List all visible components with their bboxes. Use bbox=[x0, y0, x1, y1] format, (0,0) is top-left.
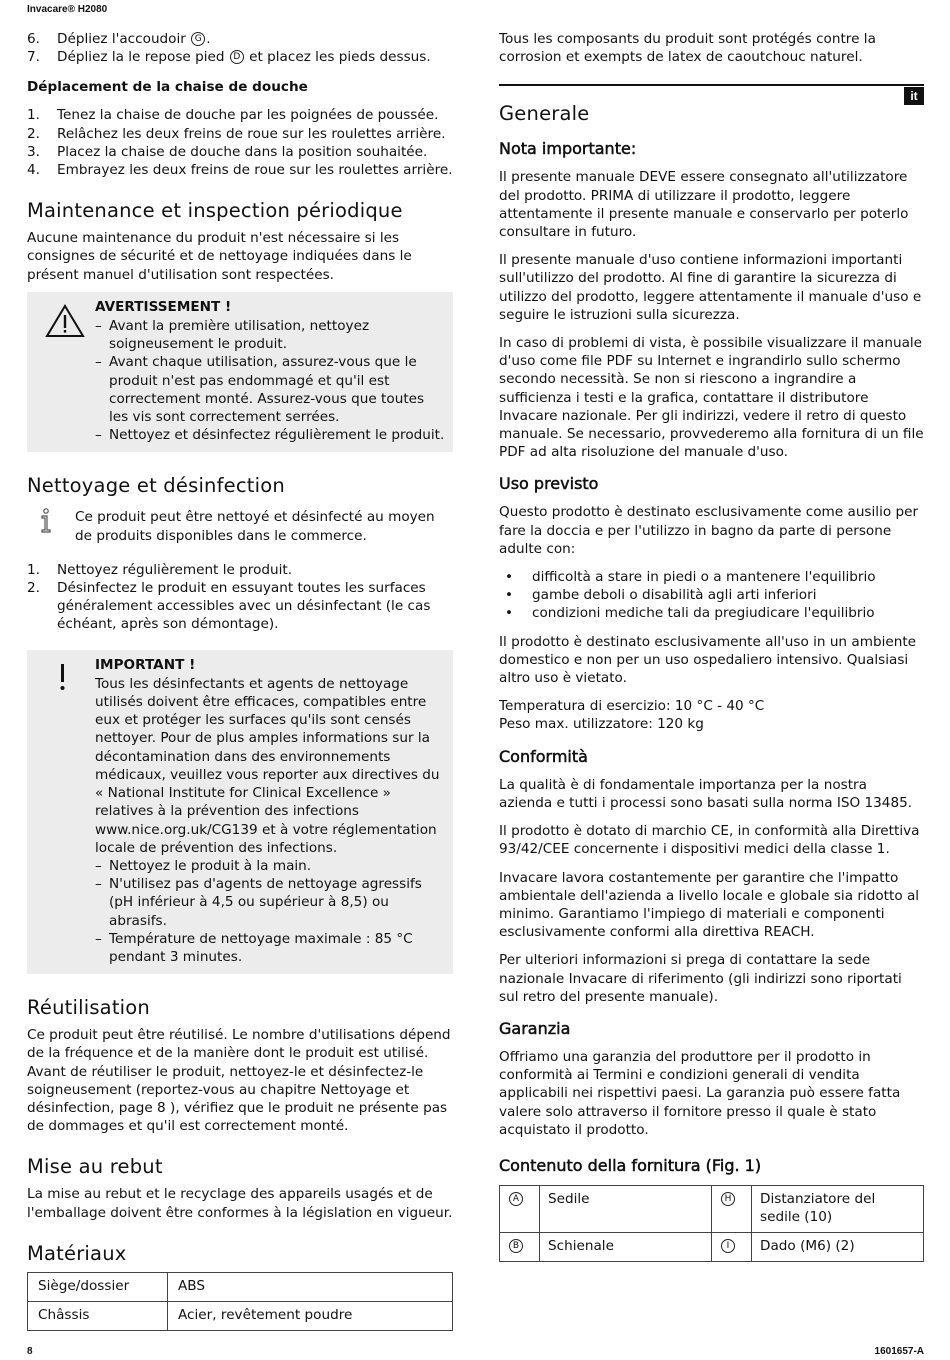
ref-circle: B bbox=[509, 1239, 523, 1253]
step-number: 7. bbox=[27, 49, 40, 66]
use-bullets bbox=[499, 568, 924, 623]
list-item: • difficoltà a stare in piedi o a mantenere l'equilibrio bbox=[505, 569, 876, 586]
conformity-paragraph: Per ulteriori informazioni si prega di contattare la sede nazionale Invacare di riferimento (gli indirizzi sono riportati sul retro del presente manuale). bbox=[499, 952, 902, 1005]
maintenance-text: Aucune maintenance du produit n'est nécessaire si les consignes de sécurité et de nettoyage indiquées dans le présent manuel d'utilisation sont respectées. bbox=[27, 230, 412, 283]
table-row bbox=[28, 1272, 453, 1301]
ref-circle: G bbox=[191, 32, 205, 46]
right-column bbox=[499, 30, 924, 1262]
conformity-paragraph: La qualità è di fondamentale importanza per la nostra azienda e tutti i processi sono basati sulla norma ISO 13485. bbox=[499, 776, 913, 811]
table-cell: Dado (M6) (2) bbox=[752, 1232, 924, 1261]
list-item: 3. Placez la chaise de douche dans la position souhaitée. bbox=[27, 143, 428, 160]
cleaning-steps bbox=[27, 561, 453, 634]
info-note bbox=[27, 508, 453, 544]
table-cell: Sedile bbox=[540, 1185, 712, 1232]
disposal-title: Mise au rebut bbox=[27, 1155, 163, 1179]
list-item: 1. Nettoyez régulièrement le produit. bbox=[27, 561, 293, 578]
exclamation-icon bbox=[35, 656, 95, 966]
list-item bbox=[27, 30, 453, 48]
list-item: 1. Tenez la chaise de douche par les poignées de poussée. bbox=[27, 107, 439, 124]
table-cell bbox=[712, 1185, 752, 1232]
list-item: – Nettoyez le produit à la main. bbox=[95, 857, 312, 874]
cleaning-title: Nettoyage et désinfection bbox=[27, 474, 285, 498]
table-row bbox=[500, 1232, 924, 1261]
document-code: 1601657-A bbox=[874, 1346, 924, 1357]
ref-circle: I bbox=[721, 1239, 735, 1253]
table-cell: Schienale bbox=[540, 1232, 712, 1261]
list-item: 2. Désinfectez le produit en essuyant toutes les surfaces généralement accessibles avec un désinfectant (le cas échéant, après son démontage). bbox=[27, 580, 431, 633]
page-number: 8 bbox=[27, 1346, 33, 1357]
important-title: IMPORTANT ! bbox=[95, 656, 196, 673]
spec-temperature: Temperatura di esercizio: 10 °C - 40 °C bbox=[499, 698, 765, 715]
spec-weight: Peso max. utilizzatore: 120 kg bbox=[499, 716, 704, 733]
table-cell: Acier, revêtement poudre bbox=[168, 1301, 453, 1330]
step-number: 6. bbox=[27, 31, 40, 47]
page-header: Invacare® H2080 bbox=[27, 4, 108, 15]
important-list bbox=[95, 857, 445, 966]
conformity-paragraph: Il prodotto è dotato di marchio CE, in conformità alla Direttiva 93/42/CEE concernente i dispositivi medici della classe 1. bbox=[499, 823, 920, 858]
cleaning-note-text: Ce produit peut être nettoyé et désinfecté au moyen de produits disponibles dans le commerce. bbox=[75, 509, 435, 544]
warning-list bbox=[95, 317, 445, 444]
table-cell: ABS bbox=[168, 1272, 453, 1301]
contents-title: Contenuto della fornitura (Fig. 1) bbox=[499, 1155, 762, 1175]
ref-circle: H bbox=[721, 1192, 735, 1206]
moving-title: Déplacement de la chaise de douche bbox=[27, 79, 308, 96]
general-title: Generale bbox=[499, 102, 590, 126]
section-rule bbox=[499, 84, 924, 86]
moving-steps bbox=[27, 106, 453, 179]
list-item: 2. Relâchez les deux freins de roue sur les roulettes arrière. bbox=[27, 125, 446, 142]
intro-text: Tous les composants du produit sont protégés contre la corrosion et exempts de latex de caoutchouc naturel. bbox=[499, 31, 876, 66]
use-paragraph: Il prodotto è destinato esclusivamente all'uso in un ambiente domestico e non per un uso ospedaliero intensivo. Qualsiasi altro uso è vietato. bbox=[499, 633, 917, 687]
table-cell bbox=[712, 1232, 752, 1261]
maintenance-title: Maintenance et inspection périodique bbox=[27, 199, 403, 223]
language-tab: it bbox=[904, 87, 924, 105]
conformity-title: Conformità bbox=[499, 746, 588, 766]
materials-title: Matériaux bbox=[27, 1241, 127, 1265]
left-column bbox=[27, 30, 453, 1331]
list-item: – Température de nettoyage maximale : 85 °C pendant 3 minutes. bbox=[95, 930, 413, 965]
warranty-text: Offriamo una garanzia del produttore per il prodotto in conformità ai Termini e condizioni generali di vendita applicabili nei rispettivi paesi. La garanzia può essere fatta valere solo attraverso il fornitore presso il quale è stato acquistato il prodotto. bbox=[499, 1048, 901, 1138]
contents-table bbox=[499, 1185, 924, 1262]
list-item: • gambe deboli o disabilità agli arti inferiori bbox=[505, 587, 817, 604]
note-paragraph: Il presente manuale DEVE essere consegnato all'utilizzatore del prodotto. PRIMA di utilizzare il prodotto, leggere attentamente il presente manuale e conservarlo per poterlo consultare in futuro. bbox=[499, 169, 909, 241]
list-item: – N'utilisez pas d'agents de nettoyage agressifs (pH inférieur à 4,5 ou supérieur à 8,5) ou abrasifs. bbox=[95, 876, 422, 929]
note-paragraph: In caso di problemi di vista, è possibile visualizzare il manuale d'uso come file PDF su Internet e ingrandirlo sullo schermo secondo necessità. Se non si riescono a ingrandire a sufficienza i testi e la grafica, contattare il distributore Invacare nazionale. Per gli indirizzi, vedere il retro di questo manuale. Se necessario, provvederemo alla fornitura di un file PDF ad alta risoluzione del manuale d'uso. bbox=[499, 335, 924, 461]
step-text: Dépliez la le repose pied D et placez les pieds dessus. bbox=[57, 49, 431, 66]
list-item: 4. Embrayez les deux freins de roue sur les roulettes arrière. bbox=[27, 162, 453, 179]
important-box bbox=[27, 650, 453, 974]
ref-circle: D bbox=[230, 50, 244, 64]
warranty-title: Garanzia bbox=[499, 1018, 571, 1038]
important-text: Tous les désinfectants et agents de nettoyage utilisés doivent être efficaces, compatibles entre eux et protéger les surfaces qu'ils sont censés nettoyer. Pour de plus amples informations sur la décontamination dans des environnements médicaux, veuillez vous reporter aux directives du « National Institute for Clinical Excellence » relatives à la prévention des infections www.nice.org.uk/CG139 et à votre réglementation locale de prévention des infections. bbox=[95, 675, 440, 856]
table-cell bbox=[500, 1185, 540, 1232]
reuse-text: Ce produit peut être réutilisé. Le nombre d'utilisations dépend de la fréquence et de la manière dont le produit est utilisé. Avant de réutiliser le produit, nettoyez-le et désinfectez-le soigneusement (reportez-vous au chapitre Nettoyage et désinfection, page 8 ), vérifiez que le produit ne présente pas de dommages et qu'il est correctement monté. bbox=[27, 1027, 451, 1135]
list-item: – Avant la première utilisation, nettoyez soigneusement le produit. bbox=[95, 318, 370, 353]
table-cell: Siège/dossier bbox=[28, 1272, 168, 1301]
use-paragraph: Questo prodotto è destinato esclusivamente come ausilio per fare la doccia e per l'utilizzo in bagno da parte di persone adulte con: bbox=[499, 504, 919, 557]
steps-top bbox=[27, 30, 453, 66]
list-item: – Nettoyez et désinfectez régulièrement le produit. bbox=[95, 427, 445, 444]
list-item bbox=[27, 48, 453, 66]
note-title: Nota importante: bbox=[499, 139, 637, 159]
list-item: – Avant chaque utilisation, assurez-vous que le produit n'est pas endommagé et qu'il est correctement monté. Assurez-vous que toutes les vis sont correctement serrées. bbox=[95, 354, 425, 426]
conformity-paragraph: Invacare lavora costantemente per garantire che l'impatto ambientale dell'azienda a livello locale e globale sia ridotto al minimo. Garantiamo l'impiego di materiali e componenti esclusivamente conformi alla direttiva REACH. bbox=[499, 869, 920, 941]
warning-title: AVERTISSEMENT ! bbox=[95, 298, 232, 315]
ref-circle: A bbox=[509, 1192, 523, 1206]
table-cell: Châssis bbox=[28, 1301, 168, 1330]
note-paragraph: Il presente manuale d'uso contiene informazioni importanti sull'utilizzo del prodotto. Al fine di garantire la sicurezza di utilizzo del prodotto, leggere attentamente il manuale d'uso e seguire le istruzioni sulla sicurezza. bbox=[499, 252, 922, 323]
table-cell: Distanziatore del sedile (10) bbox=[752, 1185, 924, 1232]
disposal-text: La mise au rebut et le recyclage des appareils usagés et de l'emballage doivent être conformes à la législation en vigueur. bbox=[27, 1186, 453, 1221]
reuse-title: Réutilisation bbox=[27, 996, 150, 1020]
step-text: Dépliez l'accoudoir G . bbox=[57, 31, 211, 47]
warning-icon bbox=[35, 298, 95, 445]
use-title: Uso previsto bbox=[499, 474, 599, 494]
info-icon bbox=[27, 508, 75, 544]
list-item: • condizioni mediche tali da pregiudicare l'equilibrio bbox=[505, 605, 875, 622]
table-cell bbox=[500, 1232, 540, 1261]
table-row bbox=[500, 1185, 924, 1232]
table-row bbox=[28, 1301, 453, 1330]
materials-table bbox=[27, 1272, 453, 1331]
warning-box bbox=[27, 292, 453, 453]
